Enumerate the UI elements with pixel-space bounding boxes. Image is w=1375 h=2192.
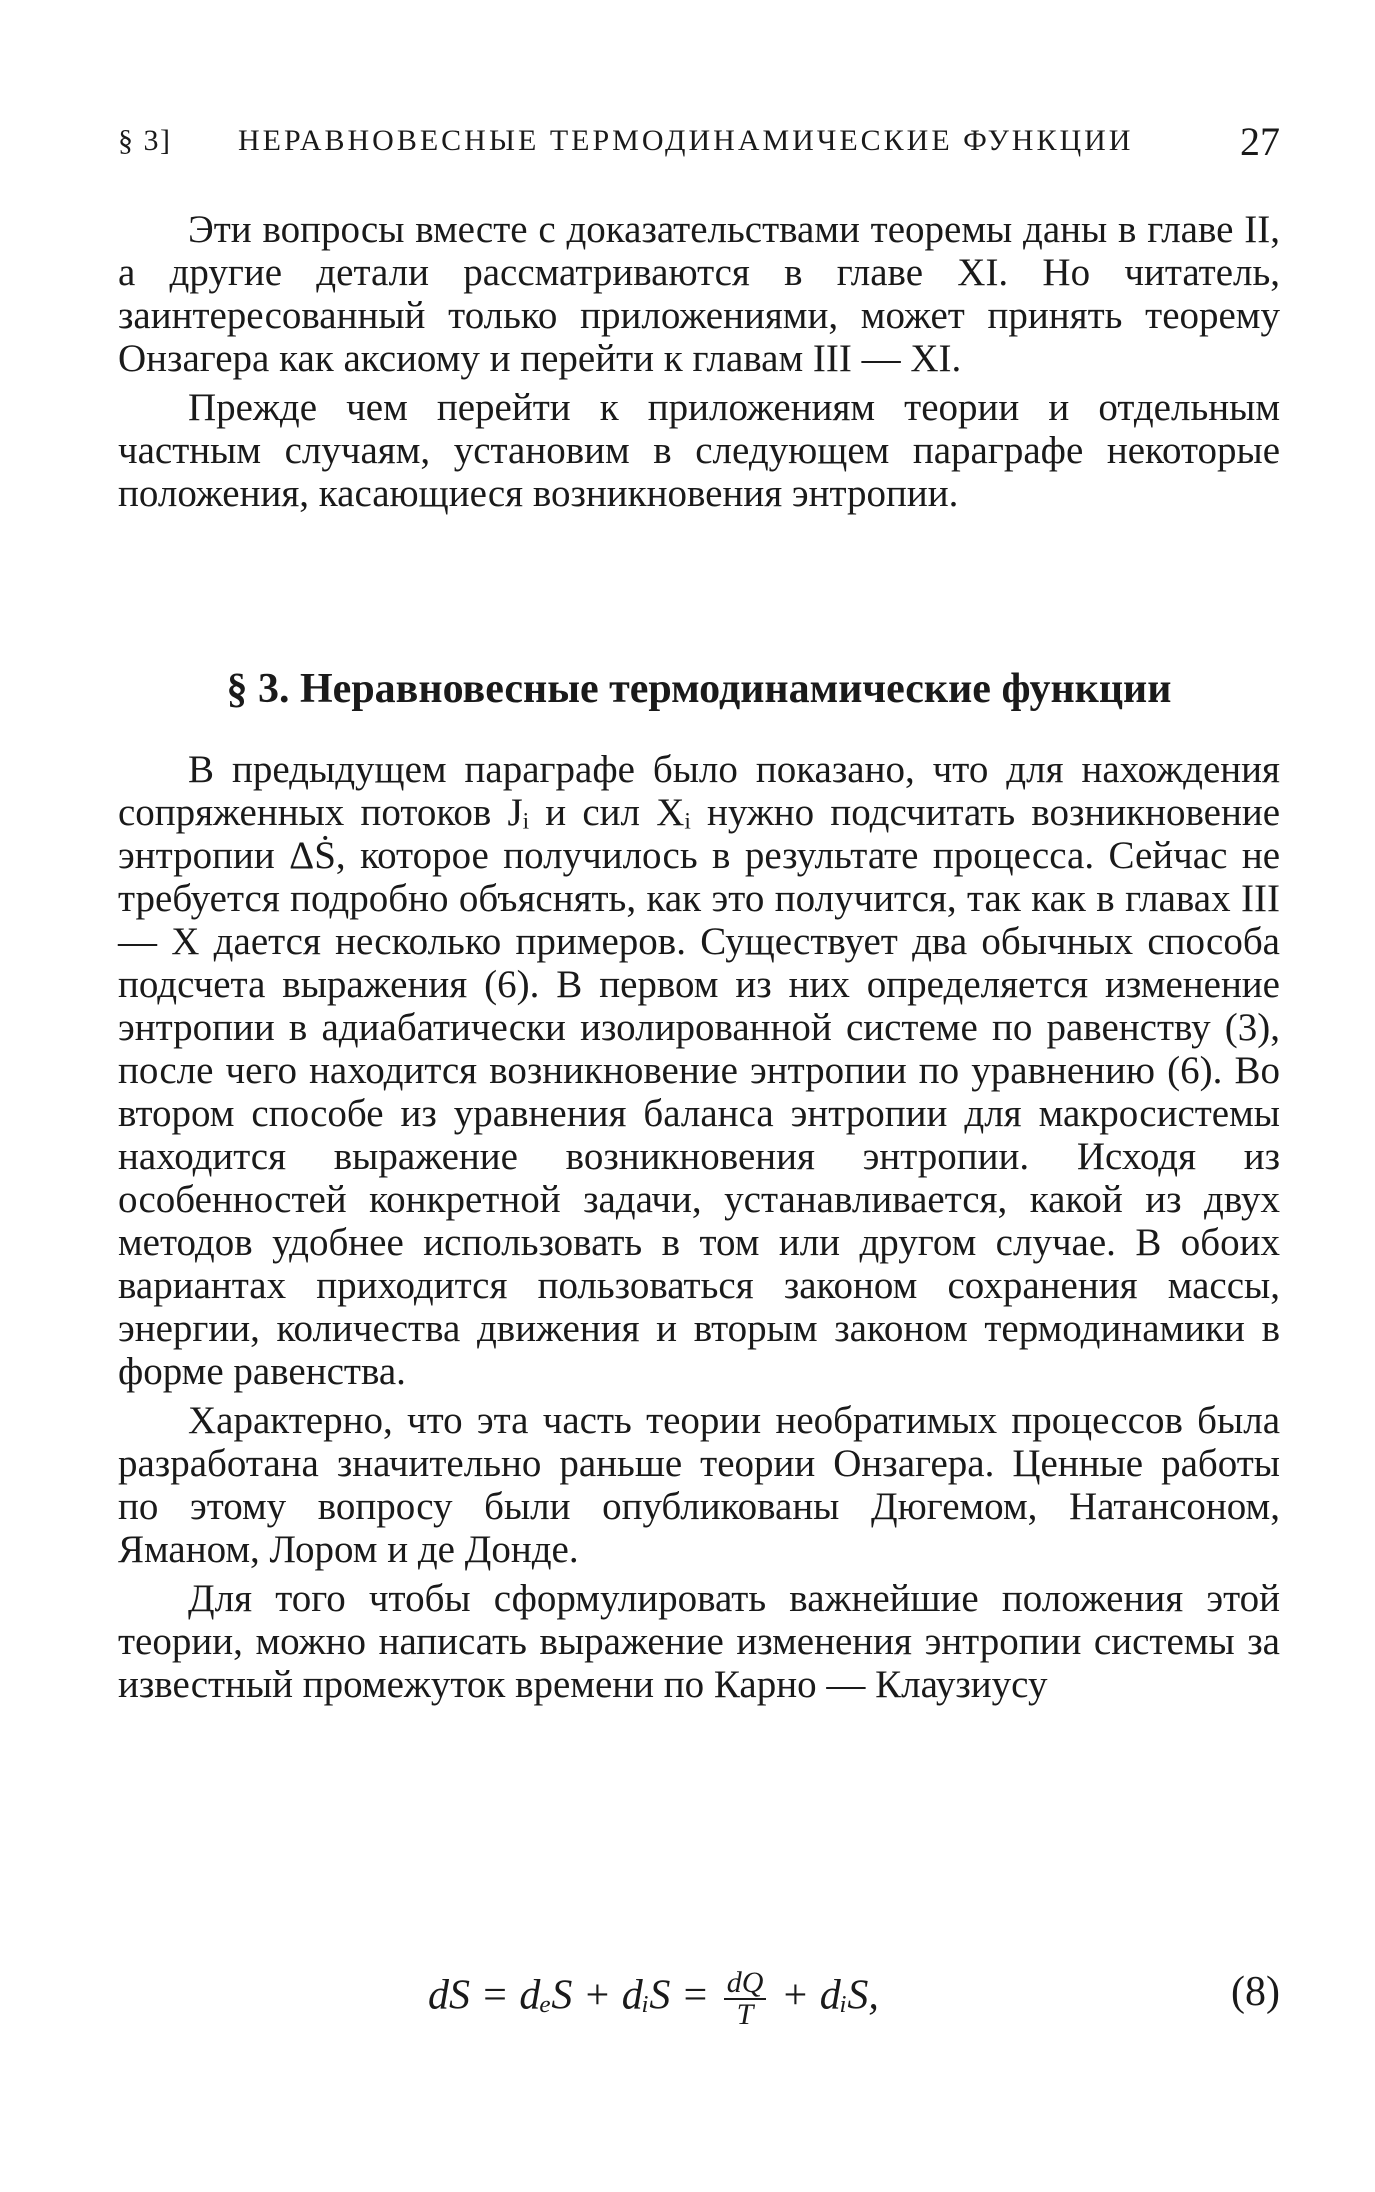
section-heading: § 3. Неравновесные термодинамические функции: [226, 666, 1172, 712]
running-head-title: НЕРАВНОВЕСНЫЕ ТЕРМОДИНАМИЧЕСКИЕ ФУНКЦИИ: [238, 124, 1134, 157]
equation-number: (8): [1231, 1969, 1280, 2015]
equation-expression: [428, 1968, 879, 2030]
section-paragraph-1: В предыдущем параграфе было показано, что для нахождения сопряженных потоков Jᵢ и сил Xᵢ нужно подсчитать возникновение энтропии ΔṠ, которое получилось в результате процесса. Сейчас не требуется подробно объяснять, как это получится, так как в главах III — X дается несколько примеров. Существует два обычных способа подсчета выражения (6). В первом из них определяется изменение энтропии в адиабатически изолированной системе по равенству (3), после чего находится возникновение энтропии по уравнению (6). Во втором способе из уравнения баланса энтропии для макросистемы находится выражение возникновения энтропии. Исходя из особенностей конкретной задачи, устанавливается, какой из двух методов удобнее использовать в том или другом случае. В обоих вариантах приходится пользоваться законом сохранения массы, энергии, количества движения и вторым законом термодинамики в форме равенства.: [118, 748, 1280, 1393]
running-head-section: § 3]: [118, 124, 172, 157]
page-number: 27: [1240, 119, 1280, 164]
section-paragraph-2: Характерно, что эта часть теории необратимых процессов была разработана значительно раньше теории Онзагера. Ценные работы по этому вопросу были опубликованы Дюгемом, Натансоном, Яманом, Лором и де Донде.: [118, 1399, 1280, 1571]
section-paragraph-3: Для того чтобы сформулировать важнейшие положения этой теории, можно написать выражение изменения энтропии системы за известный промежуток времени по Карно — Клаузиусу: [118, 1577, 1280, 1706]
section-text: [118, 748, 1280, 1706]
intro-paragraph-1: Эти вопросы вместе с доказательствами теоремы даны в главе II, а другие детали рассматриваются в главе XI. Но читатель, заинтересованный только приложениями, может принять теорему Онзагера как аксиому и перейти к главам III — XI.: [118, 208, 1280, 380]
fraction-numerator: dQ: [724, 1968, 767, 2000]
intro-text: [118, 208, 1280, 515]
equation-rhs: + dᵢS,: [780, 1972, 879, 2019]
equation-fraction: [724, 1968, 767, 2030]
running-head: [118, 118, 1280, 162]
equation-8: [118, 1960, 1280, 2030]
intro-paragraph-2: Прежде чем перейти к приложениям теории и отдельным частным случаям, установим в следующем параграфе некоторые положения, касающиеся возникновения энтропии.: [118, 386, 1280, 515]
fraction-denominator: T: [736, 1998, 754, 2031]
equation-lhs: dS = dₑS + dᵢS =: [428, 1972, 710, 2019]
